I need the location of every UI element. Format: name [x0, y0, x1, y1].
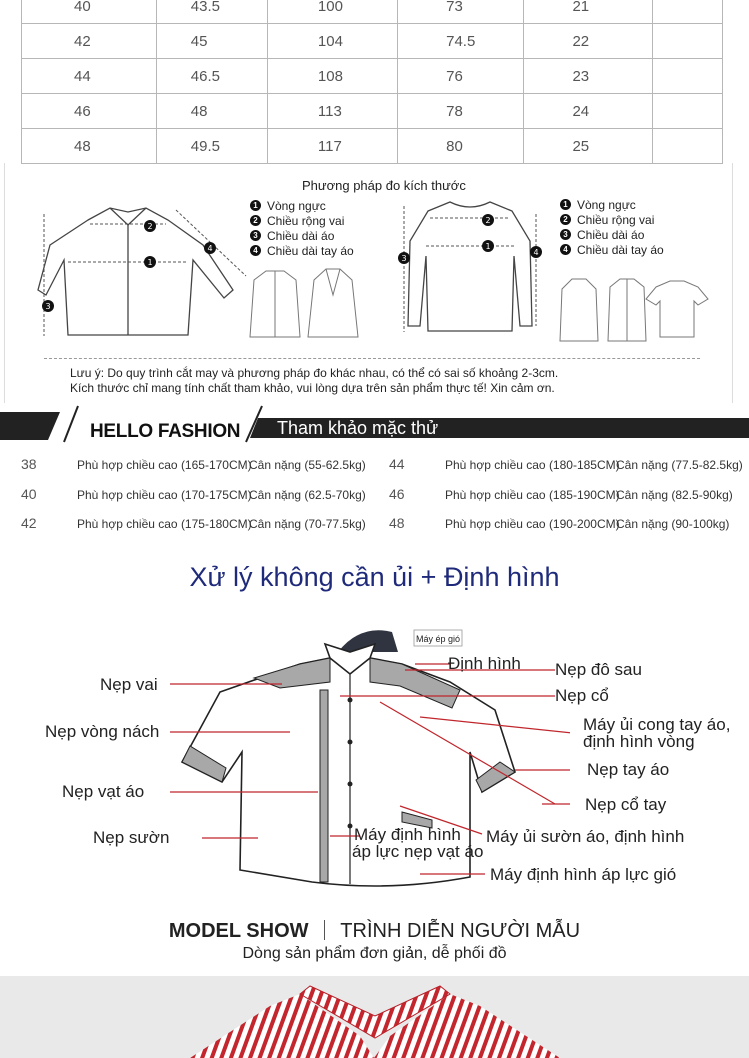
sweater-measure-legend: [560, 197, 664, 257]
label-may-dinh-hinh-1: Máy định hình: [354, 825, 461, 844]
table-cell: 42: [22, 24, 157, 59]
table-cell: [652, 59, 722, 94]
dashed-divider: [44, 358, 700, 359]
fit-height: Phù hợp chiều cao (170-175CM): [77, 488, 252, 502]
table-row: [22, 0, 723, 24]
table-cell: 104: [267, 24, 397, 59]
table-cell: 45: [156, 24, 267, 59]
jacket-sketches: [244, 265, 364, 345]
legend-item: 4 Chiều dài tay áo: [250, 243, 354, 258]
label-nep-co-tay: Nẹp cổ tay: [585, 795, 667, 814]
table-cell: 23: [524, 59, 652, 94]
svg-text:3: 3: [45, 302, 51, 311]
svg-text:2: 2: [485, 216, 491, 225]
fit-height: Phù hợp chiều cao (185-190CM): [445, 488, 620, 502]
model-title-bold: MODEL SHOW: [168, 920, 309, 942]
table-cell: 100: [267, 0, 397, 24]
svg-text:1: 1: [485, 242, 491, 251]
legend-item: 3 Chiều dài áo: [250, 228, 354, 243]
legend-item: 1 Vòng ngực: [560, 197, 664, 212]
model-show-subtitle: Dòng sản phẩm đơn giản, dễ phối đồ: [242, 945, 507, 962]
table-cell: 21: [524, 0, 652, 24]
fit-weight: Cân nặng (55-62.5kg): [249, 458, 366, 472]
table-cell: 80: [398, 129, 524, 164]
table-cell: [652, 129, 722, 164]
label-dinh-hinh: Định hình: [448, 654, 521, 673]
table-row: [22, 59, 723, 94]
fit-weight: Cân nặng (62.5-70kg): [249, 488, 366, 502]
svg-text:2: 2: [147, 222, 153, 231]
table-row: [22, 24, 723, 59]
fit-height: Phù hợp chiều cao (175-180CM): [77, 517, 252, 531]
label-nep-suon: Nẹp sườn: [93, 828, 170, 847]
table-cell: 74.5: [398, 24, 524, 59]
fit-weight: Cân nặng (70-77.5kg): [249, 517, 366, 531]
measure-title: Phương pháp đo kích thước: [302, 178, 466, 193]
svg-text:4: 4: [533, 248, 539, 257]
model-title-rest: TRÌNH DIỄN NGƯỜI MẪU: [340, 920, 581, 942]
size-table: [21, 0, 723, 164]
label-nep-do-sau: Nẹp đô sau: [555, 660, 642, 679]
model-title-divider: [324, 920, 325, 940]
striped-shirt-photo: [0, 976, 749, 1058]
label-may-gio: Máy định hình áp lực gió: [490, 865, 677, 884]
ironing-title: Xử lý không cần ủi + Định hình: [189, 562, 560, 592]
table-cell: [652, 0, 722, 24]
fit-size: 48: [389, 515, 405, 531]
shirt-measure-legend: [250, 198, 354, 258]
label-may-ui-1: Máy ủi cong tay áo,: [583, 715, 731, 734]
brand-name: HELLO FASHION: [90, 421, 241, 442]
table-row: [22, 129, 723, 164]
legend-item: 2 Chiều rộng vai: [560, 212, 664, 227]
fit-weight: Cân nặng (77.5-82.5kg): [616, 458, 743, 472]
banner-subtitle: Tham khảo mặc thử: [277, 418, 439, 438]
fit-height: Phù hợp chiều cao (165-170CM): [77, 458, 252, 472]
table-cell: 43.5: [156, 0, 267, 24]
fit-size: 46: [389, 486, 405, 502]
label-nep-vong-nach: Nẹp vòng nách: [45, 722, 160, 741]
table-cell: 48: [22, 129, 157, 164]
note-line-1: Lưu ý: Do quy trình cắt may và phương pháp đo khác nhau, có thể có sai số khoảng 2-3cm.: [70, 366, 559, 380]
svg-text:1: 1: [147, 258, 153, 267]
table-cell: 46: [22, 94, 157, 129]
label-nep-vai: Nẹp vai: [100, 675, 158, 694]
fit-weight: Cân nặng (82.5-90kg): [616, 488, 733, 502]
note-line-2: Kích thước chỉ mang tính chất tham khảo, vui lòng dựa trên sản phẩm thực tế! Xin cảm ơn.: [70, 381, 555, 395]
table-cell: 117: [267, 129, 397, 164]
table-cell: 48: [156, 94, 267, 129]
table-cell: [652, 94, 722, 129]
table-cell: 78: [398, 94, 524, 129]
table-cell: 24: [524, 94, 652, 129]
legend-item: 2 Chiều rộng vai: [250, 213, 354, 228]
model-show-title: [0, 920, 749, 943]
fit-height: Phù hợp chiều cao (190-200CM): [445, 517, 620, 531]
table-cell: 46.5: [156, 59, 267, 94]
table-row: [22, 94, 723, 129]
fit-size: 44: [389, 456, 405, 472]
svg-text:3: 3: [401, 254, 407, 263]
legend-item: 4 Chiều dài tay áo: [560, 242, 664, 257]
fit-weight: Cân nặng (90-100kg): [616, 517, 730, 531]
table-cell: 73: [398, 0, 524, 24]
machine-label: Máy ép gió: [416, 634, 461, 644]
table-cell: 22: [524, 24, 652, 59]
table-cell: 25: [524, 129, 652, 164]
svg-text:4: 4: [207, 244, 213, 253]
label-nep-vat-ao: Nẹp vạt áo: [62, 782, 145, 801]
legend-item: 3 Chiều dài áo: [560, 227, 664, 242]
table-cell: [652, 24, 722, 59]
label-may-ui-suon: Máy ủi sườn áo, định hình: [486, 827, 685, 846]
label-may-ui-2: định hình vòng: [583, 732, 695, 751]
fit-size: 40: [21, 486, 37, 502]
sweater-measure-diagram: [390, 196, 550, 346]
label-nep-tay-ao: Nẹp tay áo: [587, 760, 670, 779]
table-cell: 49.5: [156, 129, 267, 164]
legend-item: 1 Vòng ngực: [250, 198, 354, 213]
label-may-dinh-hinh-2: áp lực nẹp vạt áo: [352, 842, 484, 861]
model-photo: [0, 976, 749, 1058]
table-cell: 44: [22, 59, 157, 94]
garment-sketches: [556, 275, 716, 345]
table-cell: 76: [398, 59, 524, 94]
label-nep-co: Nẹp cổ: [555, 686, 609, 705]
fit-height: Phù hợp chiều cao (180-185CM): [445, 458, 620, 472]
shirt-measure-diagram: [28, 200, 258, 350]
table-cell: 40: [22, 0, 157, 24]
table-cell: 113: [267, 94, 397, 129]
table-cell: 108: [267, 59, 397, 94]
fit-size: 42: [21, 515, 37, 531]
fit-size: 38: [21, 456, 37, 472]
